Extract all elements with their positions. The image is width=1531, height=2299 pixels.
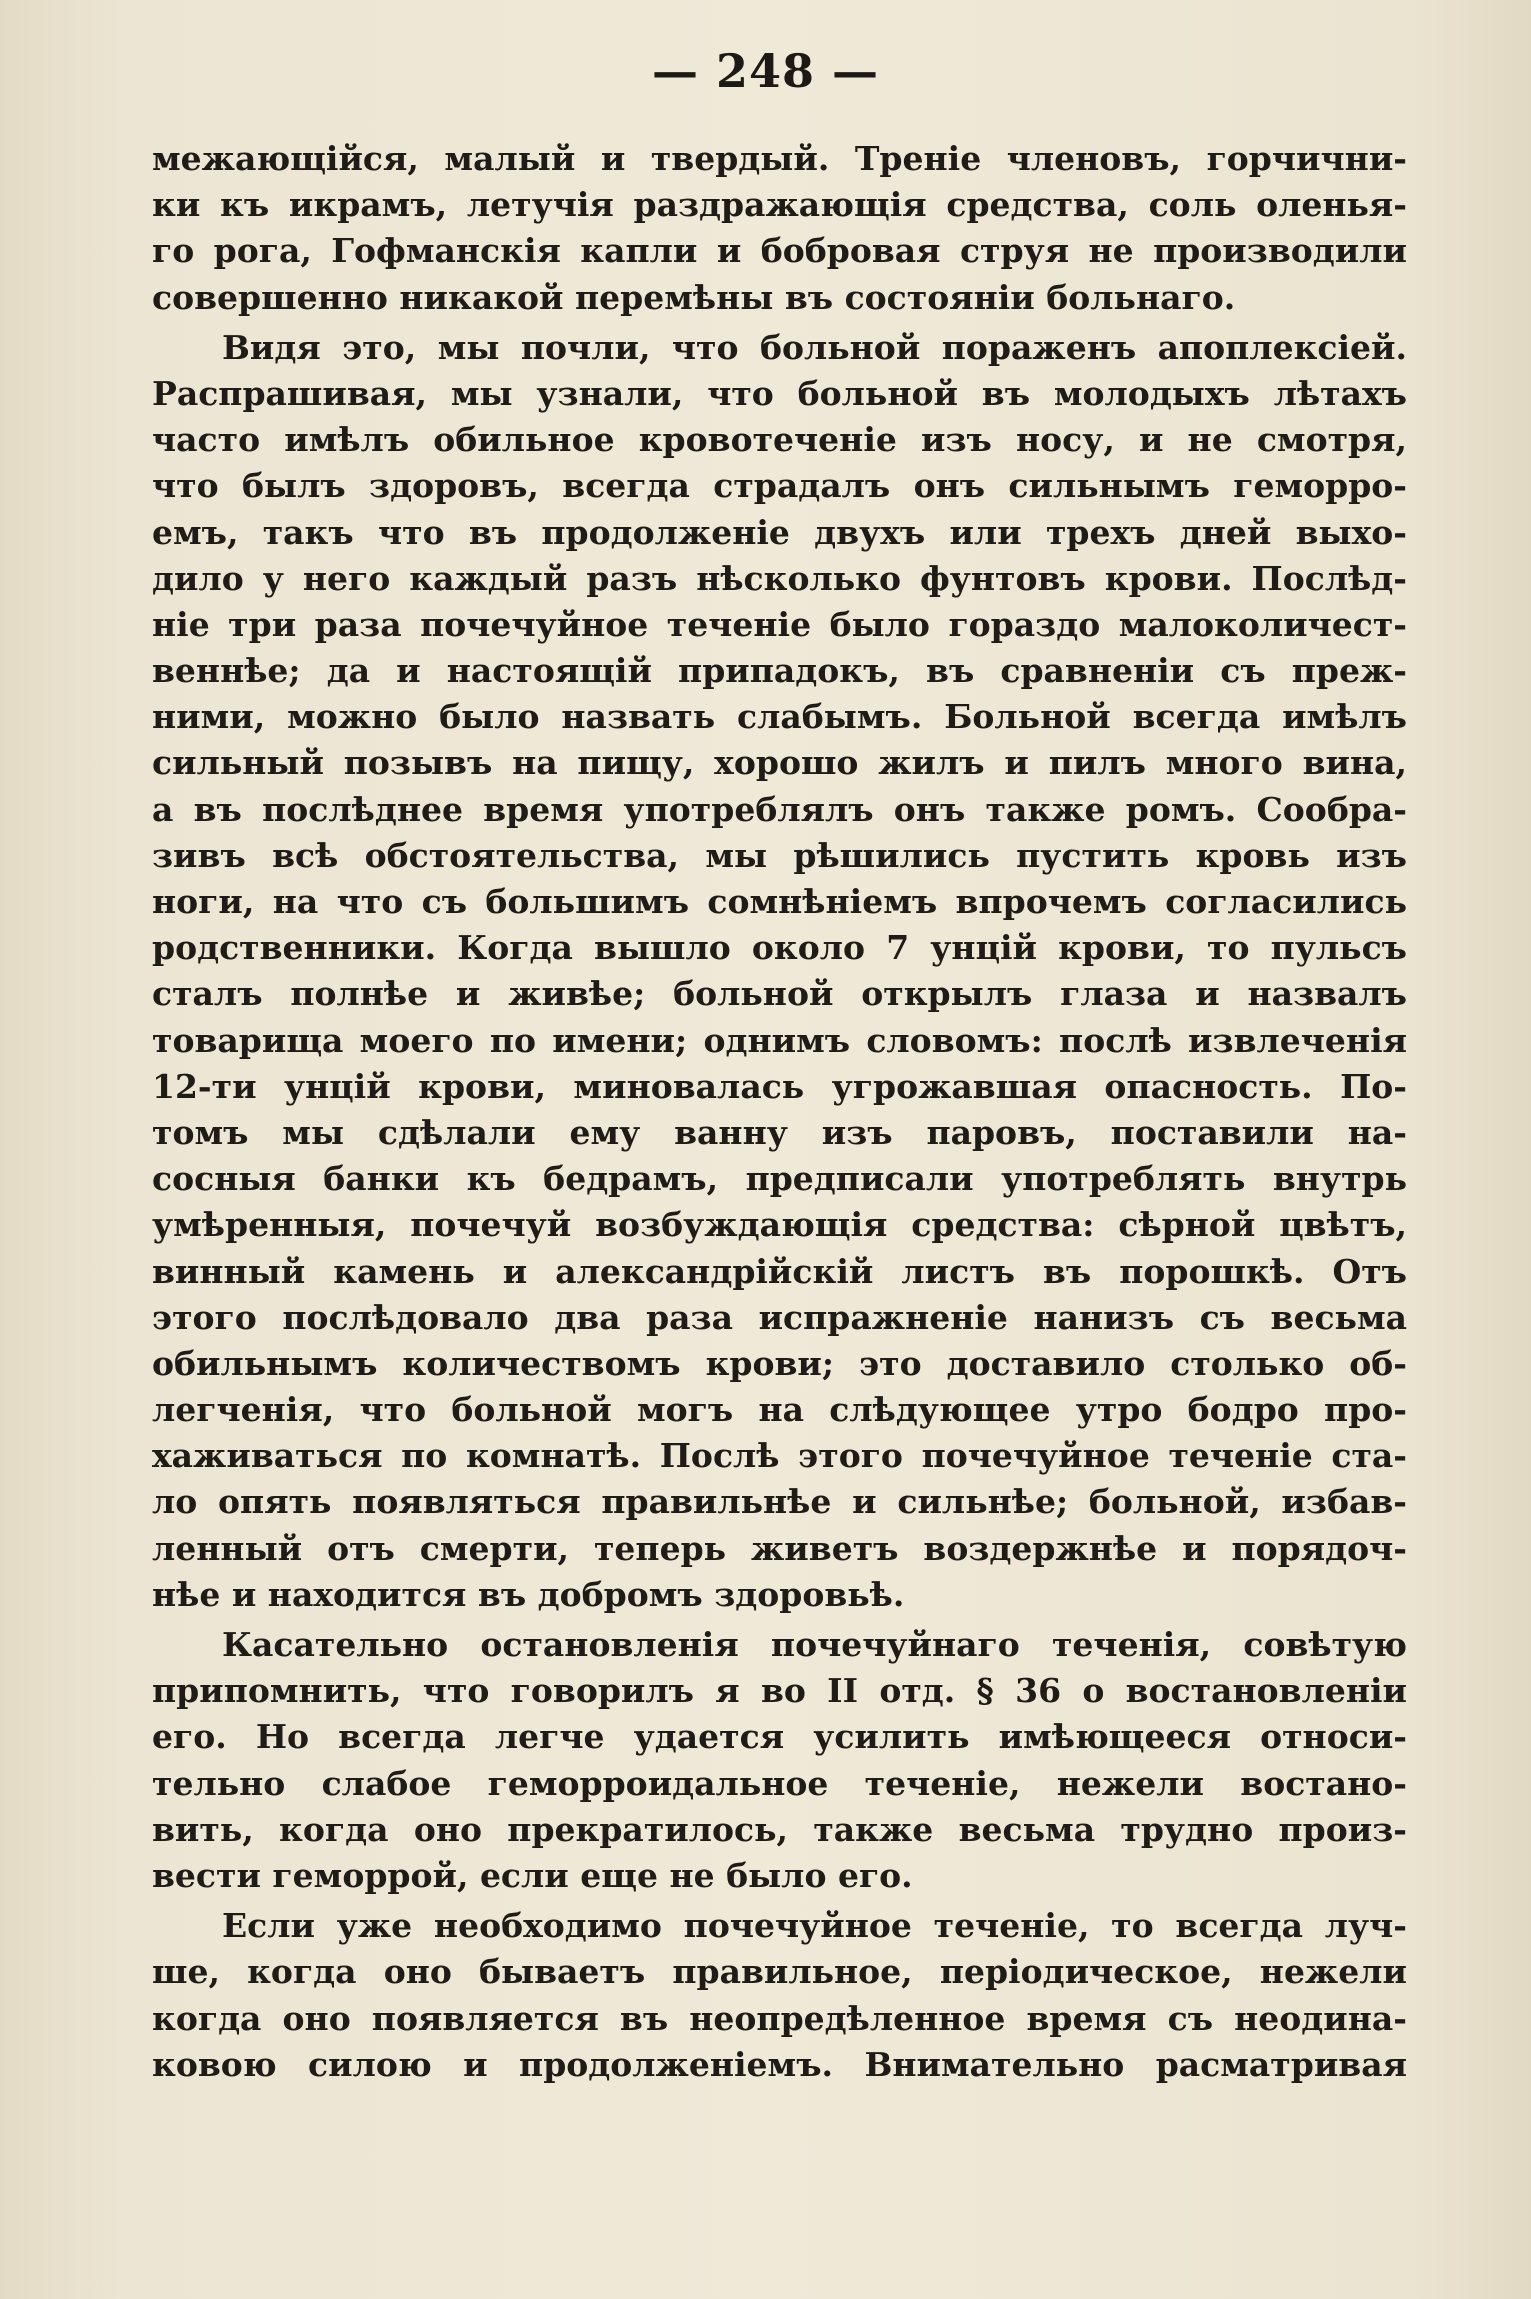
page-number: — 248 —: [651, 44, 880, 98]
text-line: ноги, на что съ большимъ сомнѣніемъ впрочемъ согласились: [152, 882, 1407, 921]
paragraph: [152, 136, 1407, 321]
text-line: а въ послѣднее время употреблялъ онъ также ромъ. Сообра-: [152, 789, 1407, 829]
text-line: вить, когда оно прекратилось, также весьма трудно произ-: [152, 1809, 1407, 1849]
text-line: ковою силою и продолженіемъ. Внимательно расматривая: [152, 2044, 1407, 2084]
text-line: товарища моего по имени; однимъ словомъ: послѣ извлеченія: [152, 1020, 1407, 1060]
text-line: Распрашивая, мы узнали, что больной въ молодыхъ лѣтахъ: [152, 373, 1407, 413]
text-line: обильнымъ количествомъ крови; это доставило столько об-: [152, 1343, 1407, 1383]
text-line: дило у него каждый разъ нѣсколько фунтовъ крови. Послѣд-: [152, 558, 1407, 598]
text-line: Если уже необходимо почечуйное теченіе, то всегда луч-: [222, 1906, 1407, 1946]
text-line: межающійся, малый и твердый. Треніе членовъ, горчични-: [152, 139, 1407, 178]
text-line: ло опять появляться правильнѣе и сильнѣе; больной, избав-: [152, 1482, 1407, 1522]
text-line: что былъ здоровъ, всегда страдалъ онъ сильнымъ геморро-: [152, 466, 1407, 506]
text-line: родственники. Когда вышло около 7 унцій крови, то пульсъ: [152, 928, 1407, 968]
text-line: сильный позывъ на пищу, хорошо жилъ и пилъ много вина,: [152, 743, 1407, 783]
text-line: припомнить, что говорилъ я во II отд. § 36 о востановленіи: [152, 1671, 1407, 1711]
text-line: этого послѣдовало два раза испражненіе нанизъ съ весьма: [152, 1297, 1407, 1337]
text-line: Касательно остановленія почечуйнаго теченія, совѣтую: [222, 1625, 1407, 1664]
text-line: умѣренныя, почечуй возбуждающія средства: сѣрной цвѣтъ,: [152, 1205, 1407, 1245]
paragraph: [152, 1622, 1407, 1899]
text-line: хаживаться по комнатѣ. Послѣ этого почечуйное теченіе ста-: [152, 1436, 1407, 1476]
text-line: сосныя банки къ бедрамъ, предписали употреблять внутрь: [152, 1159, 1407, 1199]
text-line: 12-ти унцій крови, миновалась угрожавшая опасность. По-: [152, 1066, 1407, 1106]
text-line: нѣе и находится въ добромъ здоровьѣ.: [152, 1574, 905, 1614]
text-line: когда оно появляется въ неопредѣленное время съ неодина-: [152, 1998, 1407, 2038]
paragraph: [152, 325, 1407, 1618]
text-line: емъ, такъ что въ продолженіе двухъ или трехъ дней выхо-: [152, 512, 1407, 552]
text-line: вести геморрой, если еще не было его.: [152, 1855, 913, 1895]
page-body: [152, 136, 1407, 2088]
text-line: томъ мы сдѣлали ему ванну изъ паровъ, поставили на-: [152, 1112, 1407, 1152]
text-line: ше, когда оно бываетъ правильное, періодическое, нежели: [152, 1952, 1407, 1992]
text-line: винный камень и александрійскій листъ въ порошкѣ. Отъ: [152, 1251, 1407, 1291]
paragraph: [152, 1903, 1407, 2088]
text-line: часто имѣлъ обильное кровотеченіе изъ носу, и не смотря,: [152, 420, 1407, 460]
text-line: ки къ икрамъ, летучія раздражающія средства, соль оленья-: [152, 185, 1407, 225]
text-line: его. Но всегда легче удается усилить имѣющееся относи-: [152, 1717, 1407, 1757]
text-line: тельно слабое геморроидальное теченіе, нежели востано-: [152, 1763, 1407, 1803]
text-line: го рога, Гофманскія капли и бобровая струя не производили: [152, 231, 1407, 271]
text-line: ленный отъ смерти, теперь живетъ воздержнѣе и порядоч-: [152, 1528, 1407, 1568]
text-line: Видя это, мы почли, что больной пораженъ апоплексіей.: [222, 327, 1407, 367]
text-line: ними, можно было назвать слабымъ. Больной всегда имѣлъ: [152, 697, 1407, 737]
text-line: легченія, что больной могъ на слѣдующее утро бодро про-: [152, 1390, 1407, 1430]
text-line: ніе три раза почечуйное теченіе было гораздо малоколичест-: [152, 604, 1407, 644]
text-line: веннѣе; да и настоящій припадокъ, въ сравненіи съ преж-: [152, 651, 1407, 691]
text-line: сталъ полнѣе и живѣе; больной открылъ глаза и назвалъ: [152, 974, 1407, 1014]
text-line: зивъ всѣ обстоятельства, мы рѣшились пустить кровь изъ: [152, 835, 1407, 875]
text-line: совершенно никакой перемѣны въ состояніи больнаго.: [152, 277, 1236, 317]
